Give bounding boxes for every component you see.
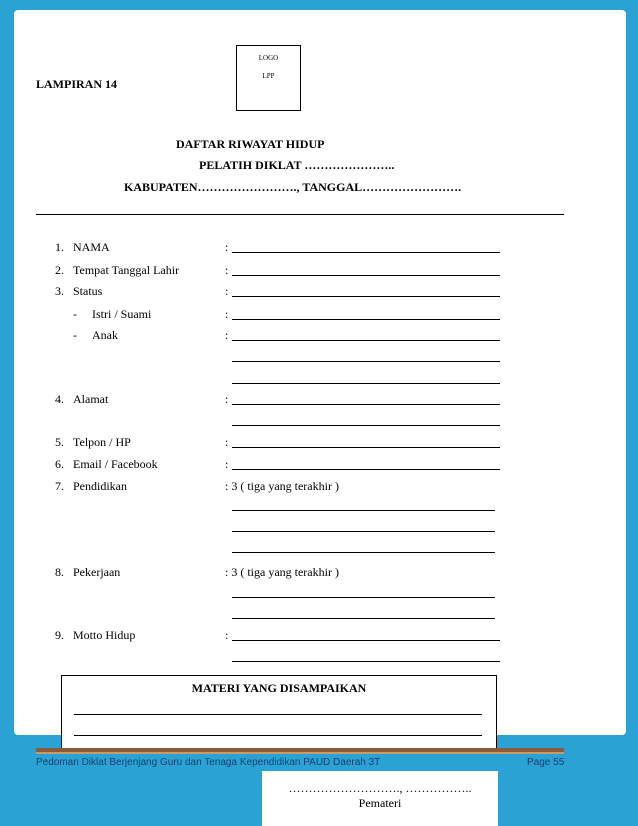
pekerjaan-input-line-2[interactable] [232, 618, 495, 619]
field-colon: : [225, 263, 229, 277]
ttl-input-line[interactable] [232, 275, 500, 276]
signature-box [262, 771, 498, 826]
field-label: Tempat Tanggal Lahir [73, 263, 180, 277]
email-input-line[interactable] [232, 469, 500, 470]
field-label: Pendidikan [73, 479, 127, 493]
field-dash: - [73, 307, 77, 321]
field-label: Pekerjaan [73, 565, 121, 579]
pendidikan-input-line-1[interactable] [232, 510, 495, 511]
field-label: Email / Facebook [73, 457, 158, 471]
logo-box [236, 45, 301, 111]
logo-label: LOGO [258, 54, 279, 62]
header-divider [36, 214, 564, 215]
children-input-line-3[interactable] [232, 383, 500, 384]
materi-title: MATERI YANG DISAMPAIKAN [191, 681, 367, 695]
alamat-input-line-1[interactable] [232, 404, 500, 405]
materi-box [61, 675, 497, 749]
field-number: 8. [55, 565, 64, 579]
children-input-line-1[interactable] [232, 340, 500, 341]
document-title: DAFTAR RIWAYAT HIDUP [176, 137, 325, 151]
field-label: Istri / Suami [92, 307, 152, 321]
field-label: Alamat [73, 392, 109, 406]
nama-input-line[interactable] [232, 252, 500, 253]
page-number: Page 55 [527, 757, 565, 768]
telpon-input-line[interactable] [232, 447, 500, 448]
field-label: NAMA [73, 240, 110, 254]
field-colon: : [225, 628, 229, 642]
pendidikan-input-line-3[interactable] [232, 552, 495, 553]
field-label: Telpon / HP [73, 435, 131, 449]
field-label: Status [73, 284, 103, 298]
document-location-date: KABUPATEN……………………., TANGGAL……………………. [124, 180, 462, 194]
materi-input-line-2[interactable] [74, 735, 482, 736]
field-number: 2. [55, 263, 64, 277]
alamat-input-line-2[interactable] [232, 425, 500, 426]
paper-sheet [14, 10, 626, 735]
field-label: Anak [92, 328, 118, 342]
logo-org-label: LPP [262, 72, 275, 80]
signature-place-date: ………………………., …………….. [288, 781, 472, 795]
field-number: 5. [55, 435, 64, 449]
field-colon: : [225, 392, 229, 406]
field-colon: : [225, 284, 229, 298]
status-input-line[interactable] [232, 296, 500, 297]
field-colon: : [225, 307, 229, 321]
footer-document-title: Pedoman Diklat Berjenjang Guru dan Tenaga Kependidikan PAUD Daerah 3T [36, 757, 381, 768]
footer-rule-accent [36, 752, 564, 754]
signature-role: Pemateri [358, 796, 402, 810]
field-colon: : [225, 328, 229, 342]
field-colon: : [225, 457, 229, 471]
field-colon: : [225, 435, 229, 449]
field-number: 4. [55, 392, 64, 406]
field-dash: - [73, 328, 77, 342]
field-label: Motto Hidup [73, 628, 136, 642]
field-number: 7. [55, 479, 64, 493]
field-number: 1. [55, 240, 64, 254]
motto-input-line-1[interactable] [232, 640, 500, 641]
field-colon: : [225, 240, 229, 254]
field-note: : 3 ( tiga yang terakhir ) [225, 479, 339, 493]
field-number: 9. [55, 628, 64, 642]
materi-input-line-1[interactable] [74, 714, 482, 715]
field-number: 6. [55, 457, 64, 471]
motto-input-line-2[interactable] [232, 661, 500, 662]
field-number: 3. [55, 284, 64, 298]
document-subtitle: PELATIH DIKLAT ………………….. [199, 158, 395, 172]
pendidikan-input-line-2[interactable] [232, 531, 495, 532]
attachment-label: LAMPIRAN 14 [36, 77, 117, 91]
spouse-input-line[interactable] [232, 319, 500, 320]
pekerjaan-input-line-1[interactable] [232, 597, 495, 598]
children-input-line-2[interactable] [232, 361, 500, 362]
field-note: : 3 ( tiga yang terakhir ) [225, 565, 339, 579]
